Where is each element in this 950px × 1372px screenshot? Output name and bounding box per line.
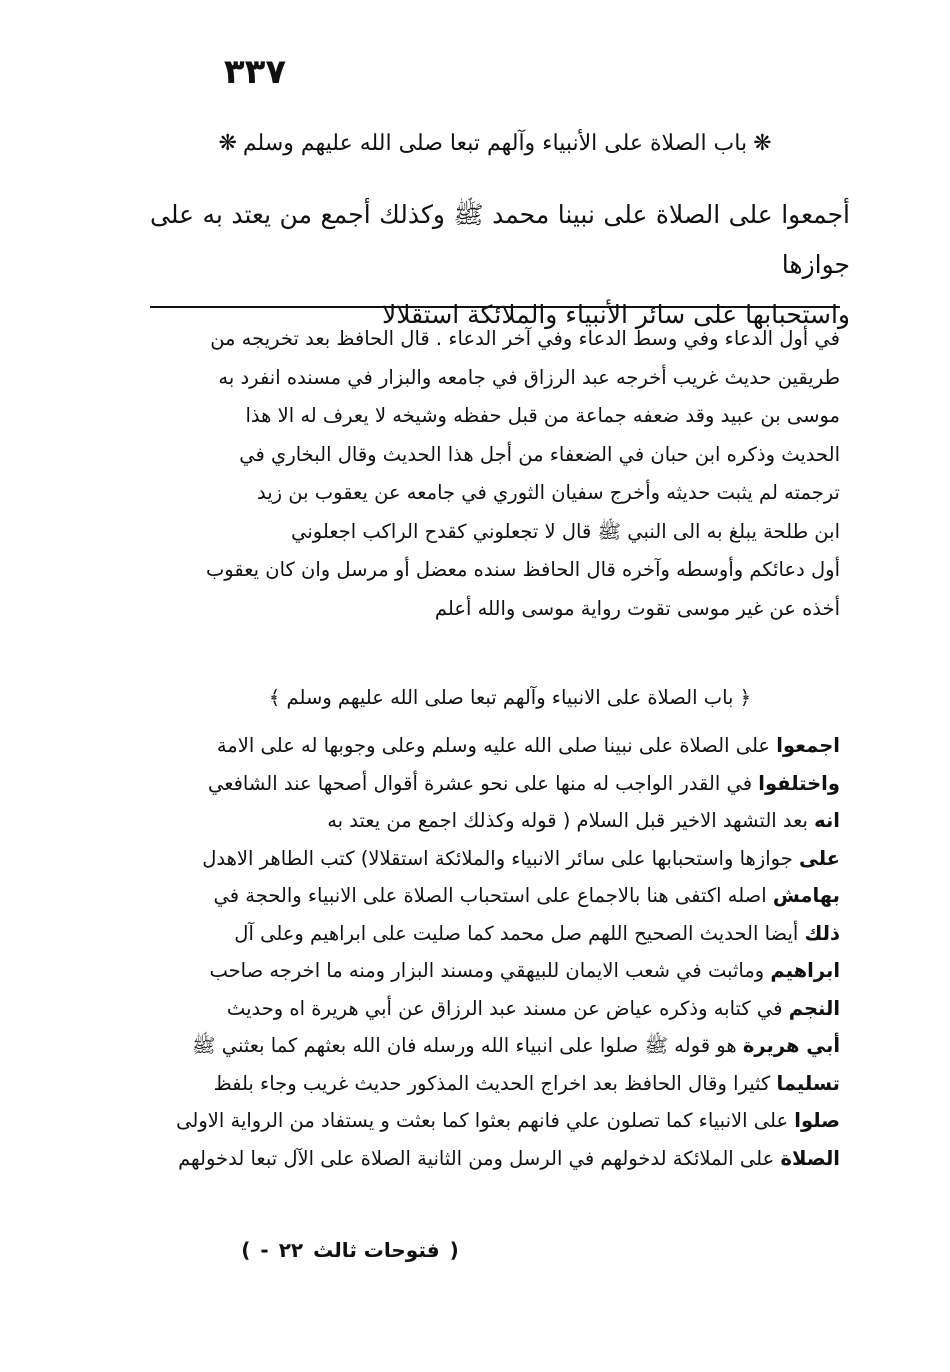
commentary-2-line [160, 727, 840, 765]
chapter-title [210, 124, 780, 164]
commentary-2-line [160, 765, 840, 803]
line-rest: على الصلاة على نبينا صلى الله عليه وسلم وعلى وجوبها له على الامة [216, 734, 771, 757]
lead-word: ذلك [804, 921, 840, 945]
commentary-line: أخذه عن غير موسى تقوت رواية موسى والله أعلم [434, 596, 840, 620]
main-text-line: واستحبابها على سائر الأنبياء والملائكة استقلالا [381, 300, 850, 329]
commentary-2-line [160, 1065, 840, 1103]
commentary-section-heading: ﴿ باب الصلاة على الانبياء وآلهم تبعا صلى الله عليهم وسلم ﴾ [268, 686, 752, 709]
lead-word: النجم [788, 996, 840, 1020]
commentary-line: موسى بن عبيد وقد ضعفه جماعة من قبل حفظه وشيخه لا يعرف له الا هذا [245, 404, 840, 427]
lead-word: الصلاة [780, 1146, 840, 1170]
line-rest: وماثبت في شعب الايمان للبيهقي ومسند البزار ومنه ما اخرجه صاحب [209, 959, 765, 982]
lead-word: اجمعوا [776, 734, 840, 757]
commentary-2-line [160, 840, 840, 878]
signature-open-paren: ( [449, 1238, 459, 1262]
commentary-2-line [160, 1102, 840, 1140]
line-rest: هو قوله ﷺ صلوا على انبياء الله ورسله فان الله بعثهم كما بعثني ﷺ [191, 1034, 737, 1057]
commentary-2-line [160, 1140, 840, 1178]
line-rest: بعد التشهد الاخير قبل السلام ( قوله وكذلك اجمع من يعتد به [327, 809, 808, 832]
lead-word: على [798, 846, 840, 870]
main-text [150, 190, 850, 340]
line-rest: جوازها واستحبابها على سائر الانبياء والملائكة استقلالا) كتب الطاهر الاهدل [202, 846, 793, 870]
page-number: ٣٣٧ [223, 52, 287, 92]
signature-book-name: فتوحات ثالث [313, 1238, 440, 1262]
commentary-2-line [160, 915, 840, 953]
lead-word: صلوا [794, 1109, 840, 1132]
lead-word: أبي هريرة [742, 1034, 840, 1057]
line-rest: اصله اكتفى هنا بالاجماع على استحباب الصلاة على الانبياء والحجة في [213, 884, 767, 907]
line-rest: على الملائكة لدخولهم في الرسل ومن الثانية الصلاة على الآل تبعا لدخولهم [178, 1146, 775, 1170]
signature-number: ٢٢ [278, 1238, 304, 1262]
commentary-2-line [160, 990, 840, 1028]
line-rest: في القدر الواجب له منها على نحو عشرة أقوال أصحها عند الشافعي [207, 771, 753, 795]
main-text-line: أجمعوا على الصلاة على نبينا محمد ﷺ وكذلك أجمع من يعتد به على جوازها [150, 200, 850, 279]
commentary-line: طريقين حديث غريب أخرجه عبد الرزاق في جامعه والبزار في مسنده انفرد به [218, 365, 840, 389]
commentary-2-line [160, 952, 840, 990]
commentary-line: الحديث وذكره ابن حبان في الضعفاء من أجل هذا الحديث وقال البخاري في [239, 442, 840, 466]
line-rest: أيضا الحديث الصحيح اللهم صل محمد كما صليت على ابراهيم وعلى آل [234, 921, 799, 945]
commentary-2-line [160, 802, 840, 840]
lead-word: انه [814, 809, 840, 832]
line-rest: كثيرا وقال الحافظ بعد اخراج الحديث المذكور حديث غريب وجاء بلفظ [213, 1071, 771, 1095]
signature-mark [225, 1232, 475, 1268]
line-rest: على الانبياء كما تصلون علي فانهم بعثوا كما بعثت و يستفاد من الرواية الاولى [176, 1109, 789, 1132]
signature-close-paren: ) [241, 1238, 251, 1262]
commentary-2-line [160, 877, 840, 915]
lead-word: ابراهيم [770, 959, 840, 982]
commentary-line: في أول الدعاء وفي وسط الدعاء وفي آخر الدعاء . قال الحافظ بعد تخريجه من [210, 327, 840, 350]
lead-word: تسليما [776, 1071, 840, 1095]
commentary-line: ترجمته لم يثبت حديثه وأخرج سفيان الثوري في جامعه عن يعقوب بن زيد [257, 481, 840, 504]
commentary-line: أول دعائكم وأوسطه وآخره قال الحافظ سنده معضل أو مرسل وان كان يعقوب [205, 558, 840, 581]
commentary-text [160, 320, 840, 628]
ornament-close-icon: ❋ [218, 131, 237, 156]
commentary-text-2 [160, 727, 840, 1177]
signature-dash: - [260, 1238, 269, 1262]
commentary-line: ابن طلحة يبلغ به الى النبي ﷺ قال لا تجعلوني كقدح الراكب اجعلوني [291, 519, 840, 543]
lead-word: واختلفوا [758, 771, 840, 795]
separator-rule [150, 306, 840, 308]
line-rest: في كتابه وذكره عياض عن مسند عبد الرزاق عن أبي هريرة اه وحديث [226, 996, 783, 1020]
chapter-title-text: باب الصلاة على الأنبياء وآلهم تبعا صلى الله عليهم وسلم [242, 131, 748, 156]
lead-word: بهامش [772, 884, 840, 907]
ornament-open-icon: ❋ [753, 131, 772, 156]
commentary-2-line [160, 1027, 840, 1065]
